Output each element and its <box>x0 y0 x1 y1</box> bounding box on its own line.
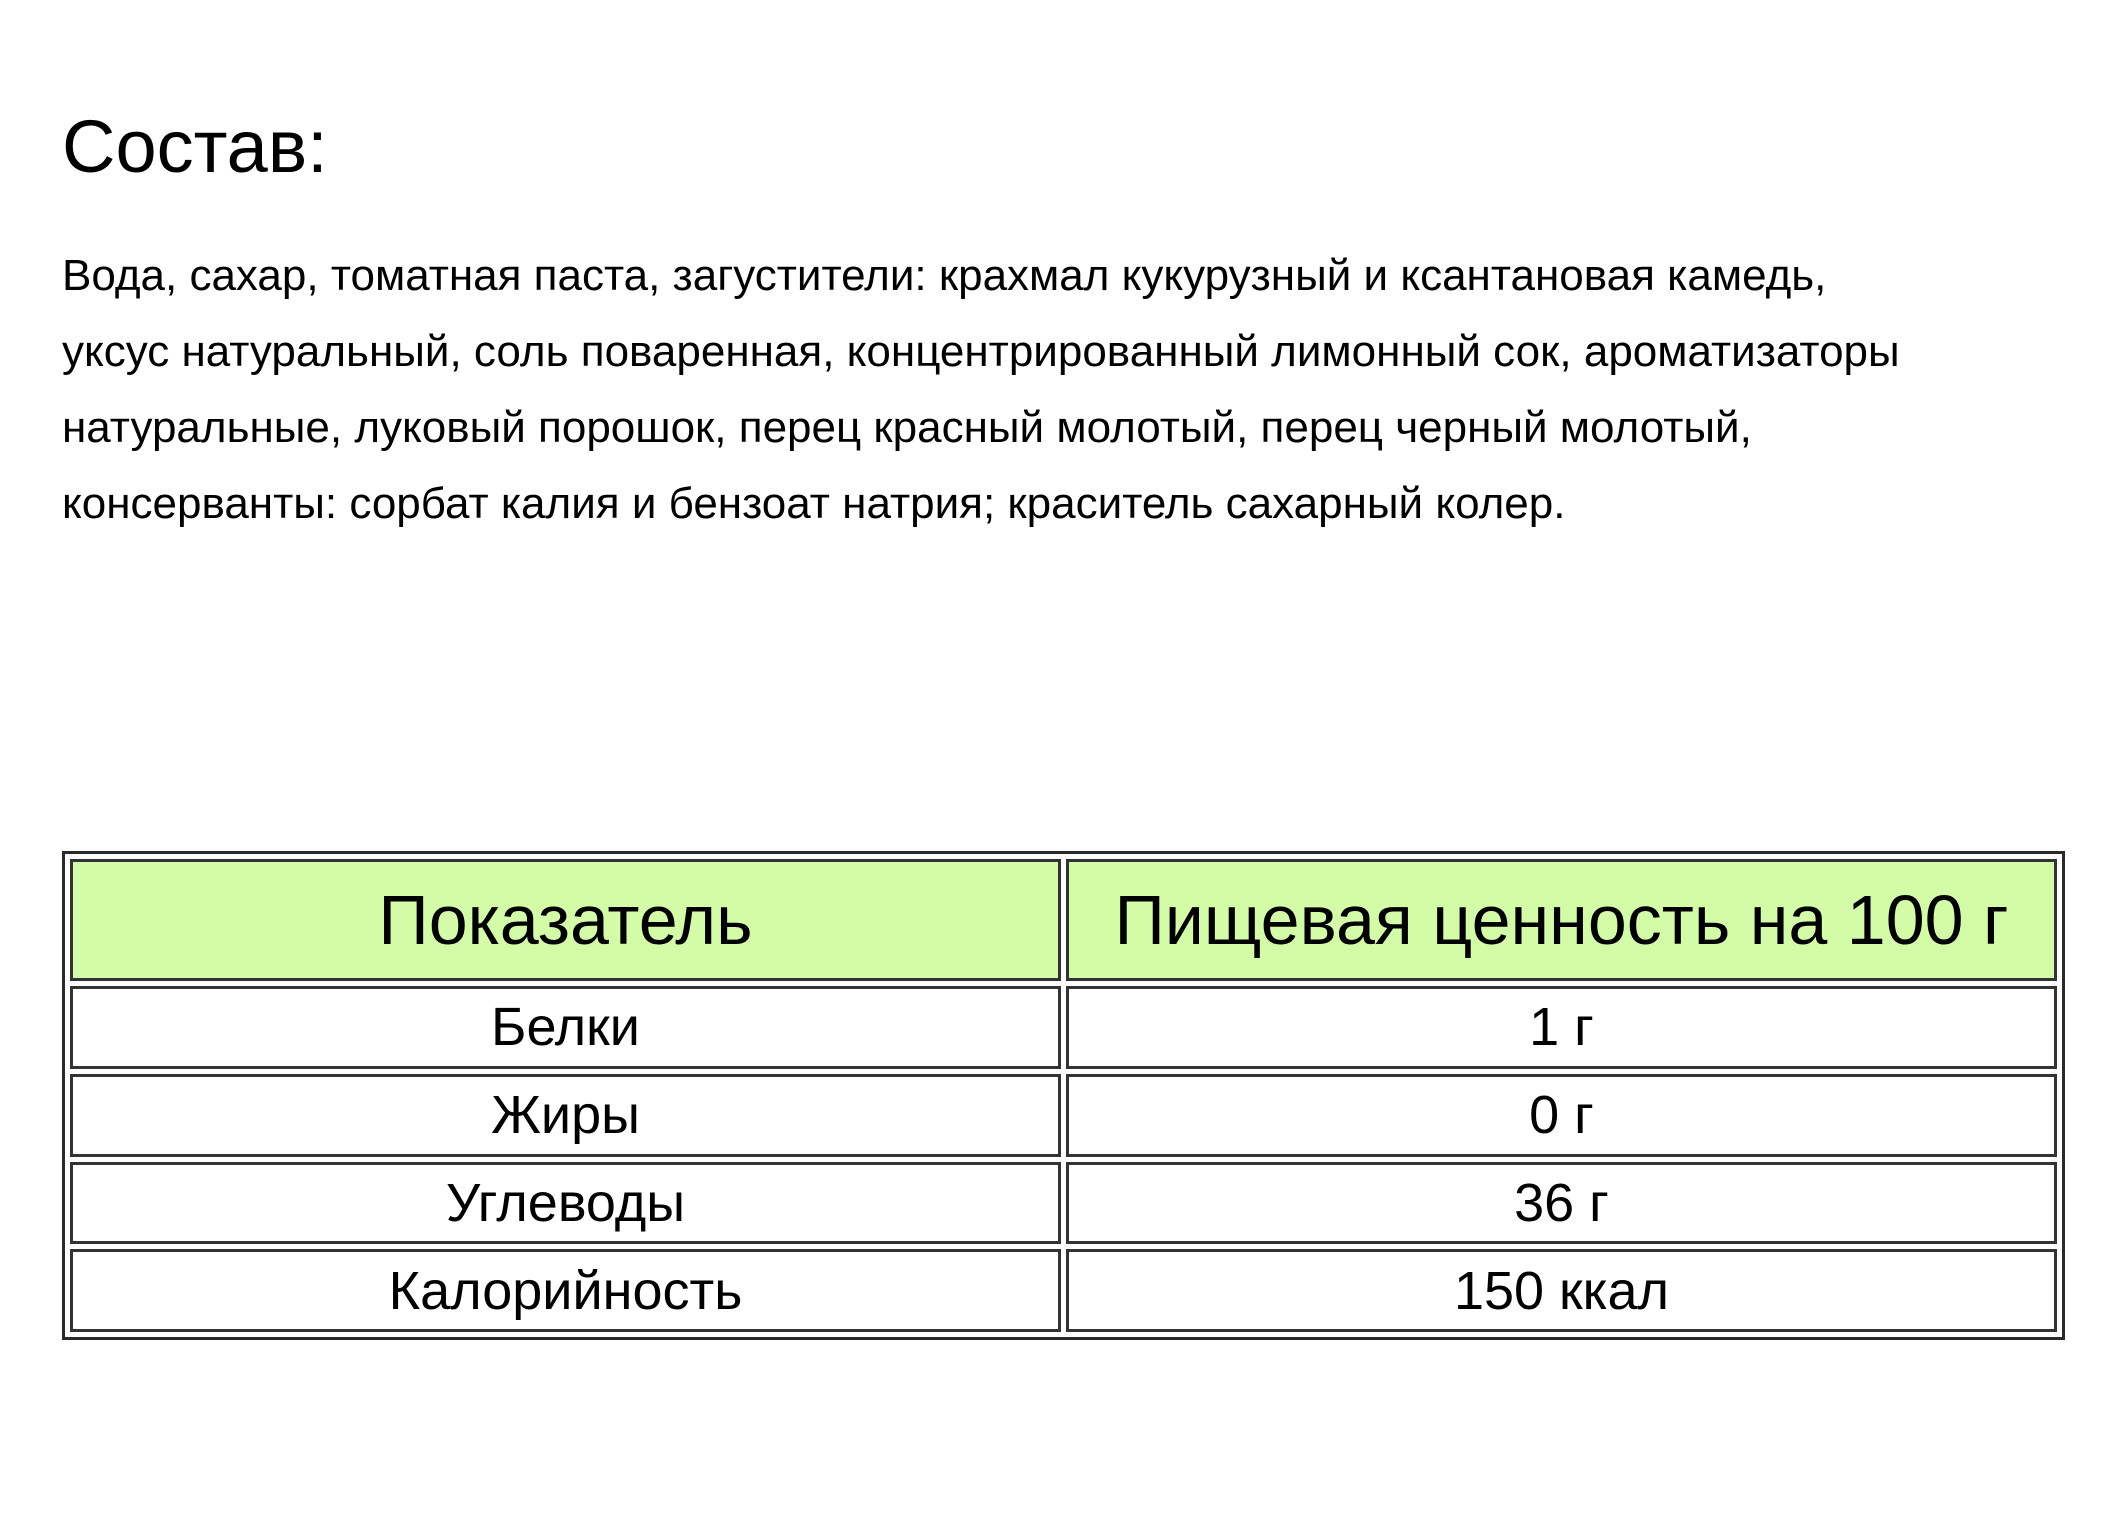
composition-line: Вода, сахар, томатная паста, загустители: крахмал кукурузный и ксантановая камедь, <box>62 251 1827 300</box>
cell-value-calories: 150 ккал <box>1066 1249 2057 1332</box>
table-row-calories <box>70 1249 2057 1332</box>
cell-name-carbs: Углеводы <box>70 1162 1061 1245</box>
cell-name-calories: Калорийность <box>70 1249 1061 1332</box>
table-row-protein <box>70 986 2057 1069</box>
composition-line: консерванты: сорбат калия и бензоат натрия; краситель сахарный колер. <box>62 479 1566 528</box>
table-header-row <box>70 859 2057 981</box>
nutrition-table <box>62 851 2065 1340</box>
table-row-carbs <box>70 1162 2057 1245</box>
cell-name-protein: Белки <box>70 986 1061 1069</box>
cell-value-fat: 0 г <box>1066 1074 2057 1157</box>
table-row-fat <box>70 1074 2057 1157</box>
cell-value-carbs: 36 г <box>1066 1162 2057 1245</box>
header-nutrition-value: Пищевая ценность на 100 г <box>1066 859 2057 981</box>
composition-text <box>62 238 1900 542</box>
cell-name-fat: Жиры <box>70 1074 1061 1157</box>
composition-line: уксус натуральный, соль поваренная, концентрированный лимонный сок, ароматизаторы <box>62 327 1900 376</box>
composition-line: натуральные, луковый порошок, перец красный молотый, перец черный молотый, <box>62 403 1752 452</box>
page-title: Состав: <box>62 105 328 188</box>
cell-value-protein: 1 г <box>1066 986 2057 1069</box>
header-indicator: Показатель <box>70 859 1061 981</box>
